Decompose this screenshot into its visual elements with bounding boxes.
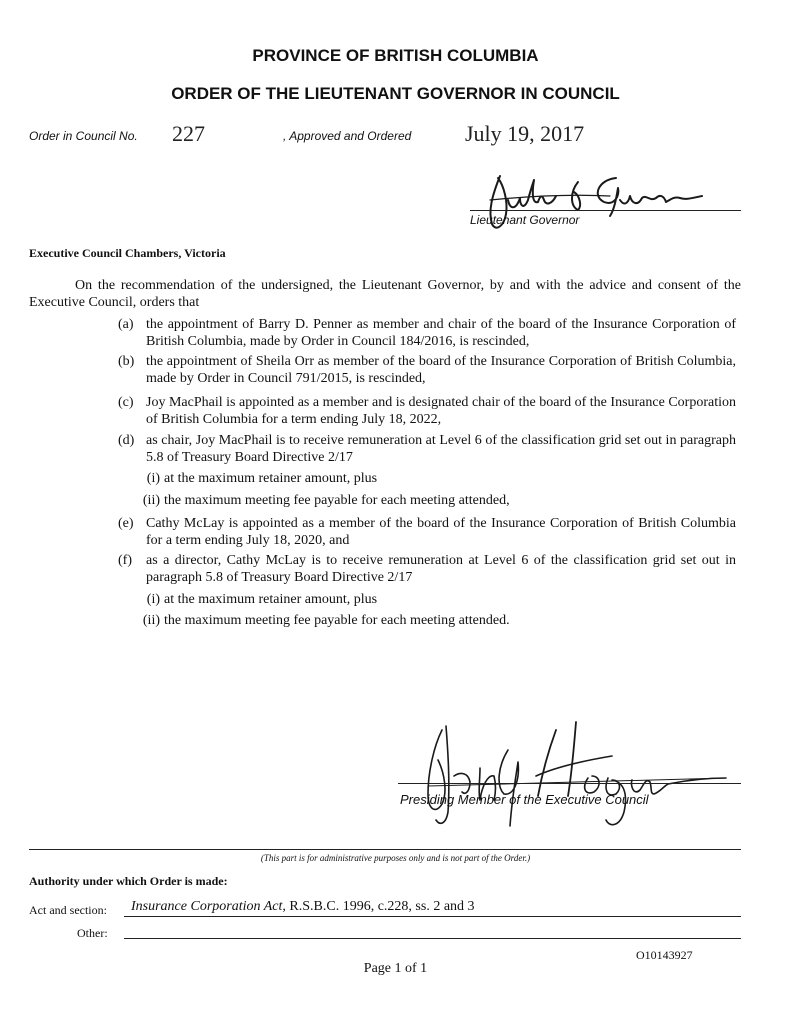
- item-label: (a): [118, 317, 134, 332]
- lt-governor-title: Lieutenant Governor: [470, 213, 580, 227]
- item-text: Cathy McLay is appointed as a member of the board of the Insurance Corporation of British Columbia for a term ending July 18, 2020, and: [146, 516, 736, 548]
- province-heading: PROVINCE OF BRITISH COLUMBIA: [252, 46, 539, 65]
- item-label: (e): [118, 516, 134, 531]
- item-text: as chair, Joy MacPhail is to receive remuneration at Level 6 of the classification grid set out in paragraph 5.8 of Treasury Board Directive 2/17: [146, 433, 736, 465]
- intro-paragraph: On the recommendation of the undersigned, the Lieutenant Governor, by and with the advice and consent of the Executive Council, orders that: [29, 278, 741, 310]
- order-date: July 19, 2017: [465, 121, 585, 146]
- item-text: Joy MacPhail is appointed as a member and is designated chair of the board of the Insurance Corporation of British Columbia for a term ending July 18, 2022,: [146, 395, 736, 427]
- presiding-member-signature: [398, 716, 728, 834]
- act-name: Insurance Corporation Act: [131, 899, 283, 914]
- other-line: [124, 938, 741, 939]
- authority-label: Authority under which Order is made:: [29, 874, 228, 888]
- sub-item-label: (i): [146, 471, 160, 486]
- sub-item-text: at the maximum retainer amount, plus: [164, 471, 378, 486]
- item-label: (c): [118, 395, 134, 410]
- sub-item-label: (i): [146, 592, 160, 607]
- act-section-label: Act and section:: [29, 903, 107, 917]
- admin-divider: [29, 849, 741, 850]
- act-section-value: [131, 899, 475, 915]
- presiding-member-title: Presiding Member of the Executive Council: [400, 792, 649, 807]
- oic-number: 227: [172, 121, 205, 146]
- act-section-line: [124, 916, 741, 917]
- lt-governor-signature: [470, 166, 710, 238]
- item-text: the appointment of Sheila Orr as member of the board of the Insurance Corporation of British Columbia, made by Order in Council 791/2015, is rescinded,: [146, 354, 736, 386]
- sub-item-label: (ii): [142, 613, 160, 628]
- sub-item-text: the maximum meeting fee payable for each meeting attended,: [164, 493, 510, 508]
- item-label: (b): [118, 354, 135, 369]
- admin-note: (This part is for administrative purposes only and is not part of the Order.): [260, 853, 531, 863]
- presiding-signature-line: [398, 783, 741, 784]
- document-id: O10143927: [636, 948, 693, 962]
- sub-item-text: the maximum meeting fee payable for each meeting attended.: [164, 613, 510, 628]
- sub-item-label: (ii): [142, 493, 160, 508]
- other-label: Other:: [77, 926, 108, 940]
- item-label: (d): [118, 433, 135, 448]
- act-citation: , R.S.B.C. 1996, c.228, ss. 2 and 3: [282, 899, 475, 914]
- item-text: the appointment of Barry D. Penner as member and chair of the board of the Insurance Corporation of British Columbia, made by Order in Council 184/2016, is rescinded,: [146, 317, 736, 349]
- item-text: as a director, Cathy McLay is to receive remuneration at Level 6 of the classification grid set out in paragraph 5.8 of Treasury Board Directive 2/17: [146, 553, 736, 585]
- lt-governor-signature-line: [470, 210, 741, 211]
- page-number: Page 1 of 1: [363, 961, 428, 976]
- oic-label: Order in Council No.: [29, 129, 138, 143]
- order-title: ORDER OF THE LIEUTENANT GOVERNOR IN COUNCIL: [171, 84, 620, 103]
- sub-item-text: at the maximum retainer amount, plus: [164, 592, 378, 607]
- item-label: (f): [118, 553, 132, 568]
- chambers-location: Executive Council Chambers, Victoria: [29, 246, 226, 260]
- approved-label: , Approved and Ordered: [283, 129, 412, 143]
